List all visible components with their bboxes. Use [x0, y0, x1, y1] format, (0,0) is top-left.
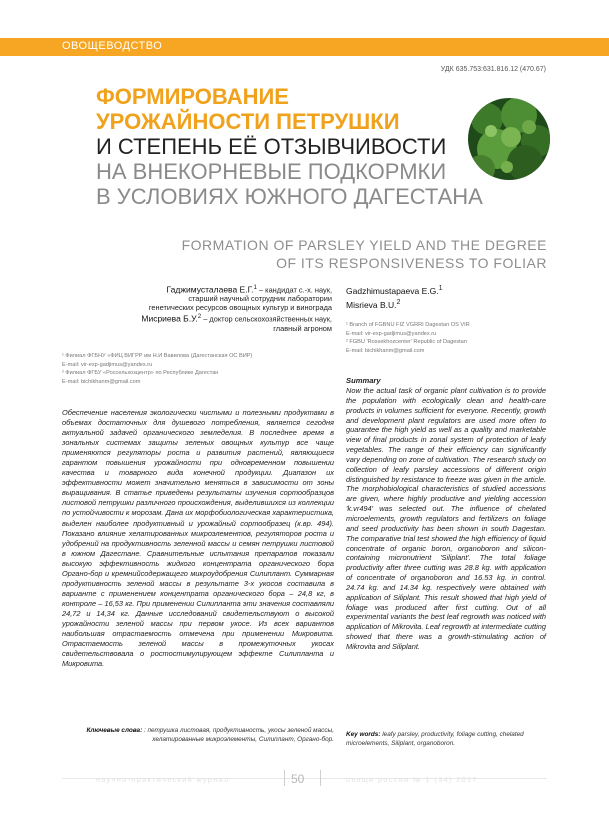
footer-issue: овощи россии № 1 (34) 2017 [346, 777, 478, 784]
summary-title: Summary [346, 376, 381, 385]
authors-ru [96, 283, 332, 333]
author-1-name-en: Gadzhimustapaeva E.G. [346, 285, 439, 296]
keywords-ru [62, 727, 334, 744]
page-number: 50 [291, 772, 305, 786]
title-line-2: УРОЖАЙНОСТИ ПЕТРУШКИ [96, 109, 400, 134]
author-1-desc-ru: – кандидат с.-х. наук, [256, 285, 332, 295]
author-2-desc2-ru: главный агроном [273, 323, 332, 333]
summary-en: Now the actual task of organic plant cultivation is to provide the population with ecologically clean and health-care products in volumes sufficient for everyone. Recently, growth and development plant regulators are used more often to guarantee the high yield as well as a quality and marketable view of final products in zonal system of protection of leafy vegetables. The range of their efficiency can significantly vary depending on zone of cultivation. The research study on collection of leafy parsley accessions of different origin distinguished by resistance to freeze was given in the article. The morphobiological characteristics of studied accessions are given, where highly productive and yielding accession 'k.vr494' was selected out. The influence of chelated microelements, growth regulators and fertilizers on foliage and seed productivity has been shown in south Dagestan. The comparative trial test showed the high efficiency of liquid concentrate of organic boron, organoboron and silicon-containing micronutrient 'Siliplant'. The total foliage productivity after three cutting was 28.8 kg. with application of concentrate of organoboron and 16.53 kg. in control. 24.74 kg. and 14.34 kg. respectively were obtained with application of Siliplant. This result showed that high yield of foliage was produced after first cutting. Out of all experimental variants the best leaf regrowth was noticed with application of Mikrovita. Leaf regrowth at intermediate cutting showed that there was a growth-stimulating action of Mikrovita and Siliplant. [346, 386, 546, 651]
title-line-4: НА ВНЕКОРНЕВЫЕ ПОДКОРМКИ [96, 159, 447, 184]
page-number-bar-left [284, 770, 285, 786]
affil-en-3: ² FGBU 'Rossekhozcenter' Republic of Dagestan [346, 339, 467, 345]
title-line-1: ФОРМИРОВАНИЕ [96, 84, 289, 109]
keywords-ru-text: : петрушка листовая, продуктивность, укосы зеленой массы, хелатированные микроэлементы, Силиплант, Органо-бор. [142, 727, 334, 743]
abstract-ru: Обеспечение населения экологически чистыми и полезными продуктами в объемах достаточных для душевого потребления, является сегодня актуальной задачей органического земледелия. В последнее время в зональных системах защиты зеленых овощных культур все чаще применяются регуляторы роста и развития растений, являющиеся гарантом повышения урожайности при одновременном повышении качества и товарного вида конечной продукции. Диапазон их эффективности может значительно меняться в зависимости от зоны выращивания. В статье приведены результаты изучения сортообразцов листовой петрушки различного происхождения, выделившихся из коллекции по устойчивости к морозам. Дана их морфобиологическая характеристика, выделен наиболее продуктивный и урожайный сортообразец (к.вр. 494). Показано влияние хелатированных микроэлементов, регуляторов роста и удобрений на продуктивность зеленной массы и семян петрушки листовой в южном Дагестане. Сравнительные испытания препаратов показали высокую эффективность жидкого концентрата органического бора Органо-бор и кремнийсодержащего микроудобрения Силиплант. Суммарная продуктивность зеленой массы в результате 3-х укосов составила в варианте с применением концентрата органического бора – 24,8 кг, в контроле – 16,53 кг. При применении Силипланта эти значения составляли 24,72 и 14,34 кг. Данные исследований свидетельствуют о высокой урожайности зеленой массы при первом укосе. Из всех вариантов наибольшая отрастаемость отмечена при применении Микровита. Отрастаемость зеленой массы в промежуточных укосах свидетельствовала о ростостимулирующем эффекте Силипланта и Микровита. [62, 408, 334, 669]
author-2-name-en: Misrieva B.U. [346, 299, 397, 310]
author-2-sup-en: 2 [396, 297, 401, 306]
affiliations-en [346, 321, 546, 355]
affil-en-1: ¹ Branch of FGBNU FIZ VGRRI Dagestan OS VIR [346, 322, 470, 328]
parsley-photo [467, 97, 551, 181]
affil-ru-3: ² Филиал ФГБУ «Россельхозцентр» по Республике Дагестан [62, 370, 219, 376]
article-title [96, 84, 486, 209]
title-line-3: И СТЕПЕНЬ ЕЁ ОТЗЫВЧИВОСТИ [96, 134, 447, 159]
author-2-name-ru: Мисриева Б.У. [141, 313, 198, 324]
keywords-en-text: leafy parsley, productivity, foliage cutting, chelated microelements, Siliplant, organoboron. [346, 731, 524, 747]
section-label: ОВОЩЕВОДСТВО [62, 40, 163, 52]
affil-ru-1: ¹ Филиал ФГБНУ «ФИЦ ВИГРР им Н.И Вавилова (Дагестанская ОС ВИР) [62, 353, 253, 359]
author-1-desc2-ru: старший научный сотрудник лаборатории [188, 294, 332, 304]
author-1-sup-en: 1 [438, 284, 443, 292]
affiliations-ru [62, 352, 332, 386]
keywords-en [346, 731, 546, 748]
authors-en [346, 283, 546, 311]
author-2-desc-ru: – доктор сельскохозяйственных наук, [201, 314, 332, 324]
udk-code: УДК 635.753:631.816.12 (470.67) [440, 66, 546, 73]
affil-en-2: E-mail: vir-exp-gadjimus@yandex.ru [346, 330, 437, 337]
affil-ru-4: E-mail: bichikhanm@gmail.com [62, 378, 141, 385]
author-1-sup-ru: 1 [253, 284, 257, 291]
keywords-en-label: Key words: [346, 731, 381, 738]
page-number-bar-right [320, 770, 321, 786]
author-1-name-ru: Гаджимусталаева Е.Г. [166, 284, 254, 295]
english-title-line-2: OF ITS RESPONSIVENESS TO FOLIAR [276, 255, 547, 271]
author-2-sup-ru: 2 [197, 313, 202, 321]
author-1-desc3-ru: генетических ресурсов овощных культур и винограда [148, 303, 332, 313]
title-line-5: В УСЛОВИЯХ ЮЖНОГО ДАГЕСТАНА [96, 184, 483, 209]
affil-en-4: E-mail: bichikhanm@gmail.com [346, 347, 425, 354]
footer-journal: научно-практический журнал [96, 777, 230, 784]
affil-ru-2: E-mail: vir-exp-gadjimus@yandex.ru [62, 361, 153, 368]
english-title [182, 236, 547, 272]
keywords-ru-label: Ключевые слова: [86, 727, 143, 734]
english-title-line-1: FORMATION OF PARSLEY YIELD AND THE DEGREE [181, 237, 547, 253]
